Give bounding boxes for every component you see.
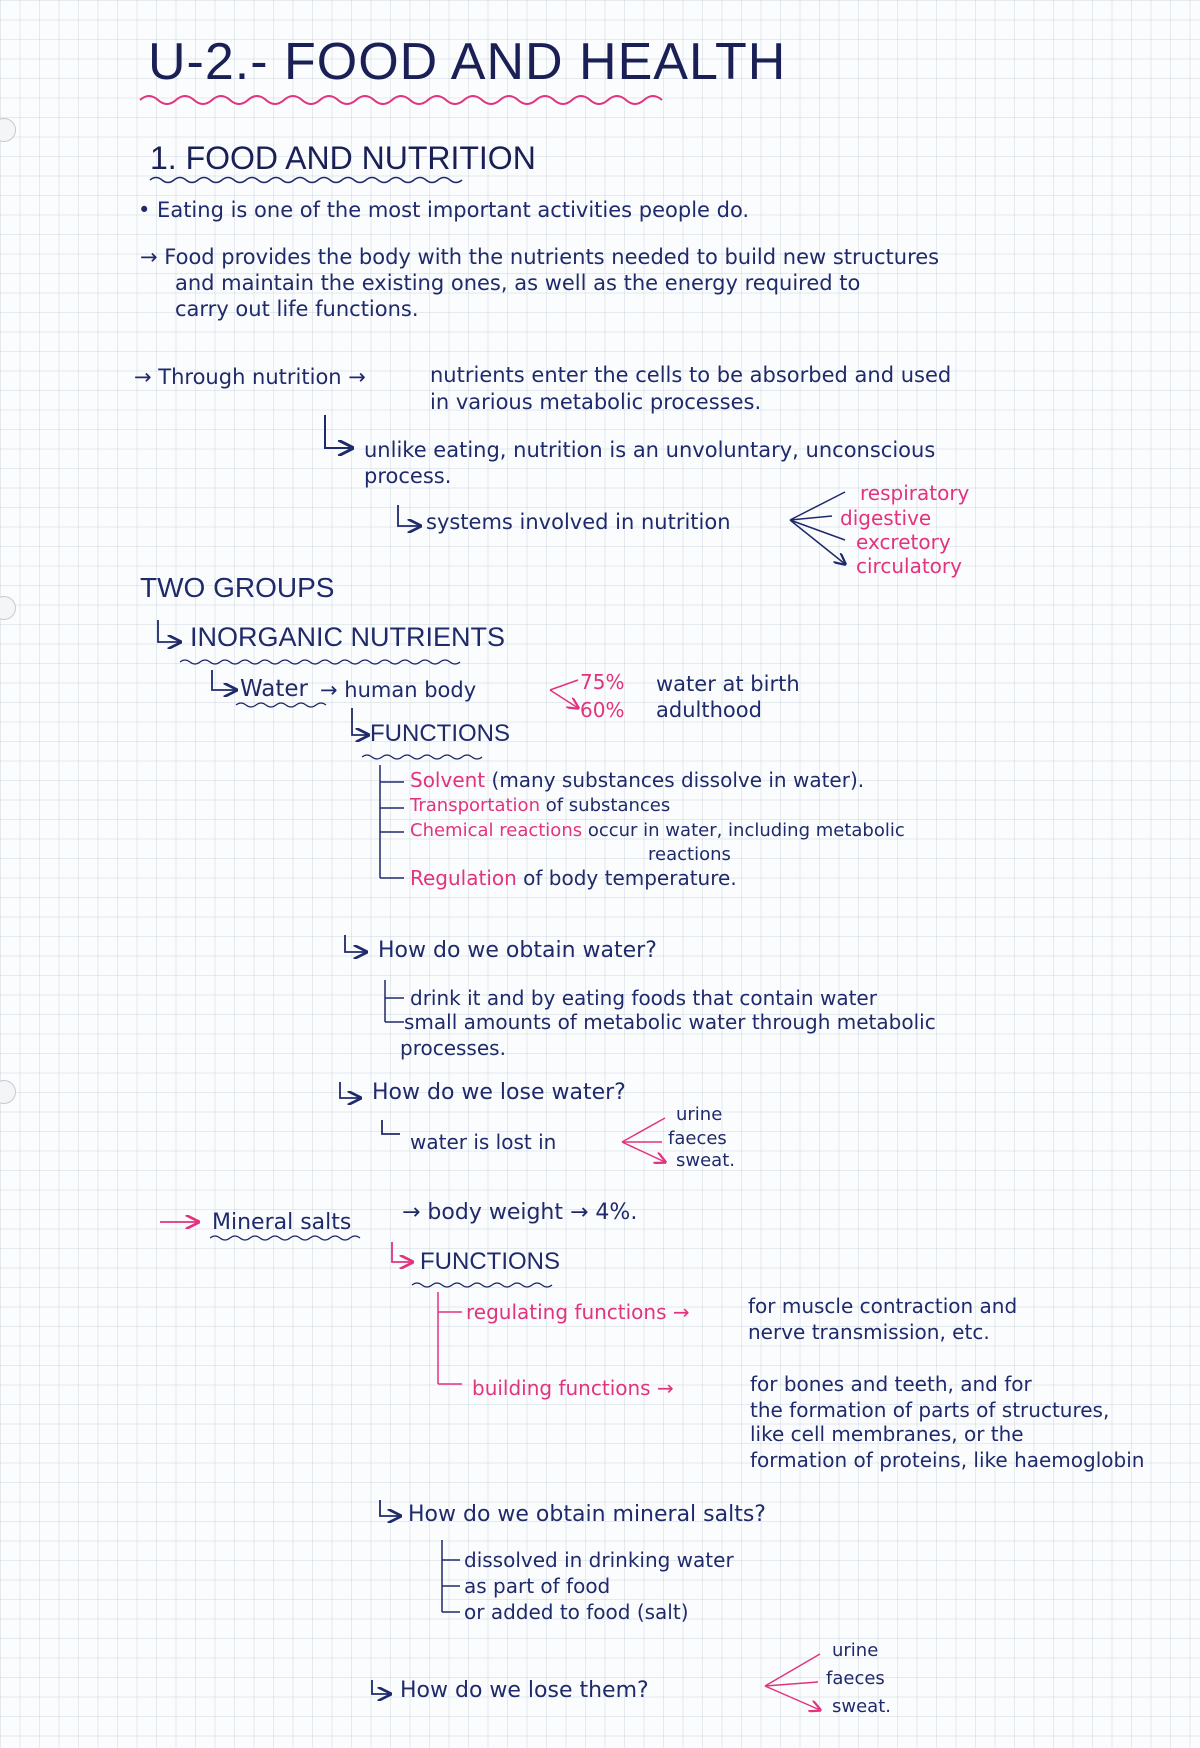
obtain-water-question: How do we obtain water?: [378, 938, 657, 963]
obtain-minerals-question: How do we obtain mineral salts?: [408, 1502, 766, 1527]
hook-inorganic: [158, 620, 180, 642]
intro-food-line1: → Food provides the body with the nutrients needed to build new structures: [140, 245, 940, 269]
water-function-regulation: [410, 868, 737, 888]
systems-label: systems involved in nutrition: [426, 510, 731, 534]
function-key: Chemical reactions: [410, 820, 583, 841]
fan-lose-water: [622, 1118, 665, 1162]
inorganic-nutrients-label: INORGANIC NUTRIENTS: [190, 622, 506, 652]
hook-water-functions: [352, 708, 368, 735]
regulating-text-1: for muscle contraction and: [748, 1294, 1018, 1318]
nutrition-lead: → Through nutrition →: [134, 365, 366, 389]
water-human-body: → human body: [320, 678, 477, 702]
system-circulatory: circulatory: [856, 554, 962, 578]
water-function-solvent: [410, 770, 864, 790]
bracket-obtain-minerals: [442, 1540, 460, 1612]
water-label: Water: [240, 676, 308, 702]
regulating-text-2: nerve transmission, etc.: [748, 1320, 990, 1344]
system-excretory: excretory: [856, 530, 951, 554]
lose-minerals-question: How do we lose them?: [400, 1678, 649, 1703]
building-text-1: for bones and teeth, and for: [750, 1372, 1032, 1396]
building-text-4: formation of proteins, like haemoglobin: [750, 1448, 1145, 1472]
function-key: Regulation: [410, 866, 517, 890]
water-adult-text: adulthood: [656, 698, 762, 722]
two-groups-label: TWO GROUPS: [140, 572, 335, 603]
water-function-chemical: [410, 822, 905, 840]
page-title: U-2.- FOOD AND HEALTH: [148, 33, 787, 91]
hook-obtain-minerals: [380, 1500, 400, 1516]
function-key: Solvent: [410, 768, 486, 792]
hook-lose-minerals: [372, 1680, 390, 1694]
water-pct-adult: 60%: [580, 698, 625, 722]
regulating-functions-key: regulating functions →: [466, 1300, 690, 1324]
nutrition-line1: nutrients enter the cells to be absorbed and used: [430, 363, 952, 387]
unlike-line1: unlike eating, nutrition is an unvoluntary, unconscious: [364, 438, 936, 462]
inorganic-underline: [180, 660, 460, 664]
hook-systems: [398, 505, 420, 526]
hook-lose-water: [340, 1082, 360, 1098]
section-underline: [150, 178, 462, 183]
hook-mineral-functions: [392, 1242, 412, 1262]
lose-water-sweat: sweat.: [676, 1150, 735, 1171]
intro-food-line2: and maintain the existing ones, as well as the energy required to: [175, 271, 861, 295]
intro-food-line3: carry out life functions.: [175, 297, 419, 321]
fan-lose-minerals: [765, 1654, 820, 1710]
function-rest: of body temperature.: [523, 866, 737, 890]
obtain-minerals-2: as part of food: [464, 1574, 611, 1598]
function-rest: (many substances dissolve in water).: [491, 768, 865, 792]
unlike-line2: process.: [364, 464, 452, 488]
system-respiratory: respiratory: [860, 481, 970, 505]
system-digestive: digestive: [840, 506, 932, 530]
water-function-reactions: reactions: [648, 844, 731, 865]
hook-obtain-water: [345, 935, 366, 952]
building-text-2: the formation of parts of structures,: [750, 1398, 1110, 1422]
bracket-obtain-water: [385, 980, 404, 1022]
title-underline: [140, 96, 662, 104]
obtain-minerals-3: or added to food (salt): [464, 1600, 689, 1624]
fan-systems: [790, 492, 845, 564]
hook-unlike: [325, 415, 352, 448]
lose-water-question: How do we lose water?: [372, 1080, 626, 1105]
minerals-body-weight: → body weight → 4%.: [402, 1200, 638, 1225]
mineral-functions-underline: [412, 1283, 552, 1287]
lose-water-faeces: faeces: [668, 1128, 727, 1149]
water-function-transport: [410, 797, 670, 815]
split-body: [550, 680, 578, 708]
lose-minerals-faeces: faeces: [826, 1668, 885, 1689]
lose-minerals-sweat: sweat.: [832, 1696, 891, 1717]
water-functions-heading: FUNCTIONS: [370, 720, 510, 747]
lose-water-label: water is lost in: [410, 1130, 557, 1154]
water-pct-birth: 75%: [580, 670, 625, 694]
lose-water-urine: urine: [676, 1104, 723, 1125]
water-underline: [236, 703, 326, 707]
section-title: 1. FOOD AND NUTRITION: [150, 140, 536, 176]
obtain-water-2: small amounts of metabolic water through metabolic: [404, 1010, 936, 1034]
hook-lose-water-2: [382, 1120, 400, 1134]
mineral-functions-heading: FUNCTIONS: [420, 1248, 560, 1275]
obtain-minerals-1: dissolved in drinking water: [464, 1548, 734, 1572]
hook-water: [212, 670, 236, 690]
minerals-label: Mineral salts: [212, 1210, 352, 1235]
bracket-mineral-functions: [438, 1292, 462, 1384]
minerals-underline: [210, 1236, 360, 1240]
building-functions-key: building functions →: [472, 1376, 674, 1400]
water-birth-text: water at birth: [656, 672, 800, 696]
obtain-water-3: processes.: [400, 1036, 506, 1060]
functions-underline: [362, 755, 482, 759]
obtain-water-1: drink it and by eating foods that contain water: [410, 986, 877, 1010]
lose-minerals-urine: urine: [832, 1640, 879, 1661]
nutrition-line2: in various metabolic processes.: [430, 390, 762, 414]
intro-eating: • Eating is one of the most important activities people do.: [138, 198, 750, 222]
bracket-water-functions: [380, 765, 404, 878]
function-rest: of substances: [545, 795, 671, 816]
function-rest: occur in water, including metabolic: [587, 820, 905, 841]
function-key: Transportation: [410, 795, 540, 816]
building-text-3: like cell membranes, or the: [750, 1422, 1024, 1446]
